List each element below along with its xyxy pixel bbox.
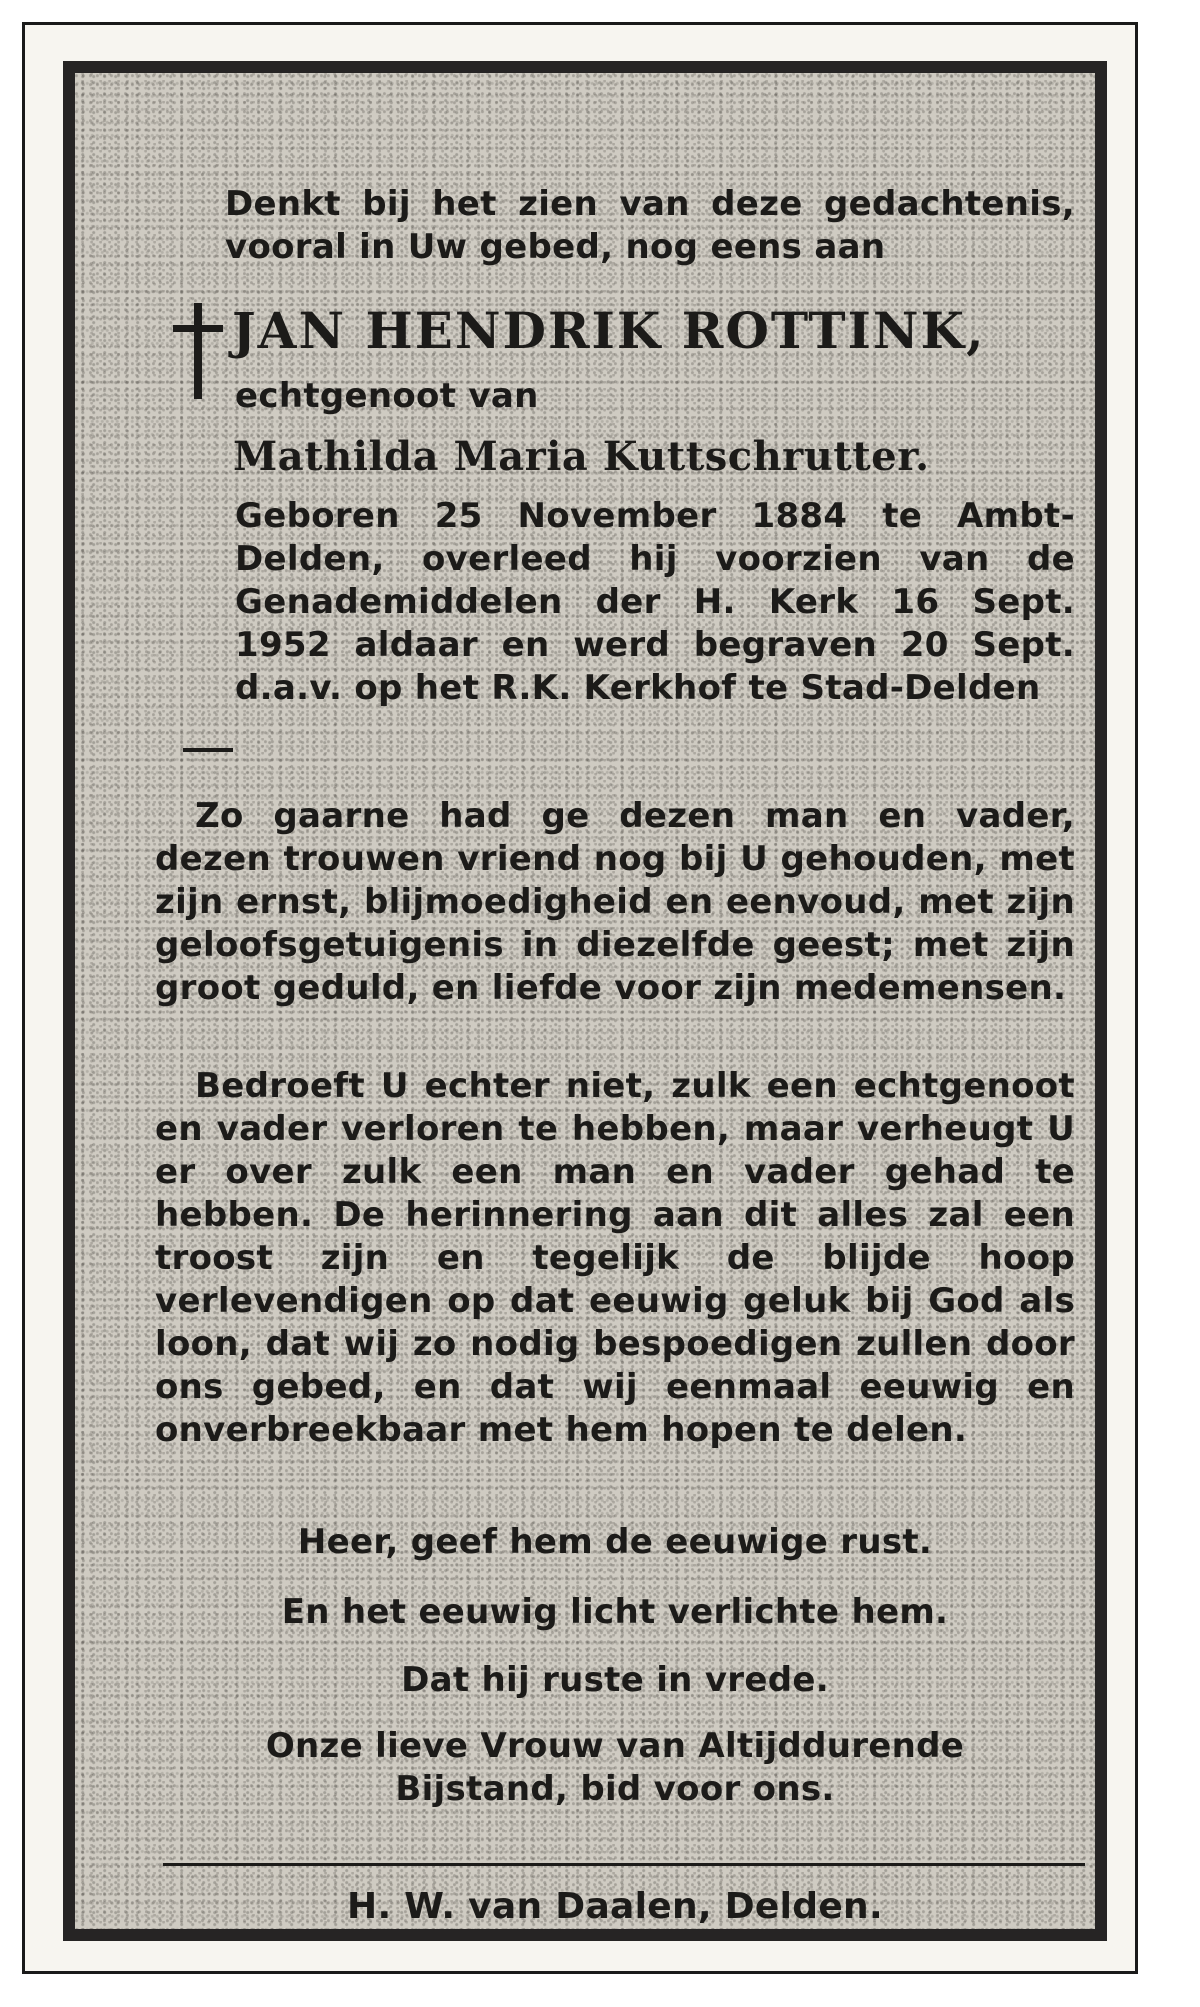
prayer-line-3: Dat hij ruste in vrede. — [401, 1660, 829, 1700]
memorial-paragraph-2: Bedroeft U echter niet, zulk een echtgenoot en vader verloren te hebben, maar verheugt U er over zulk een man en vader gehad te hebben. De herinnering aan dit alles zal een troost zijn en tegelijk de blijde hoop verlevendigen op dat eeuwig geluk bij God als loon, dat wij zo nodig bespoedigen zullen door ons gebed, en dat wij eenmaal eeuwig en onverbreekbaar met hem hopen te delen. — [155, 1066, 1075, 1450]
prayer-line-4b: Bijstand, bid voor ons. — [395, 1769, 835, 1809]
intro-text: Denkt bij het zien van deze gedachtenis, vooral in Uw gebed, nog eens aan — [225, 184, 1075, 267]
prayer-line-4 — [155, 1725, 1075, 1811]
spouse-name: Mathilda Maria Kuttschrutter. — [233, 433, 930, 480]
cross-icon — [173, 303, 223, 399]
memorial-card — [22, 22, 1138, 1974]
memorial-paragraph-1: Zo gaarne had ge dezen man en vader, dezen trouwen vriend nog bij U gehouden, met zijn ernst, blijmoedigheid en eenvoud, met zijn geloofsgetuigenis in diezelfde geest; met zijn groot geduld, en liefde voor zijn medemensen. — [155, 796, 1075, 1008]
footer-divider — [163, 1863, 1085, 1866]
prayer-line-4a: Onze lieve Vrouw van Altijddurende — [265, 1726, 965, 1766]
prayer-line-2: En het eeuwig licht verlichte hem. — [281, 1592, 949, 1632]
spouse-label: echtgenoot van — [235, 376, 539, 416]
prayer-line-1: Heer, geef hem de eeuwige rust. — [297, 1522, 933, 1562]
deceased-name: JAN HENDRIK ROTTINK, — [232, 301, 986, 360]
printer-credit: H. W. van Daalen, Delden. — [347, 1886, 883, 1927]
short-divider — [183, 748, 233, 752]
birth-death-details: Geboren 25 November 1884 te Ambt-Delden, overleed hij voorzien van de Genademiddelen der H. Kerk 16 Sept. 1952 aldaar en werd begraven 20 Sept. d.a.v. op het R.K. Kerkhof te Stad-Delden — [235, 496, 1075, 708]
